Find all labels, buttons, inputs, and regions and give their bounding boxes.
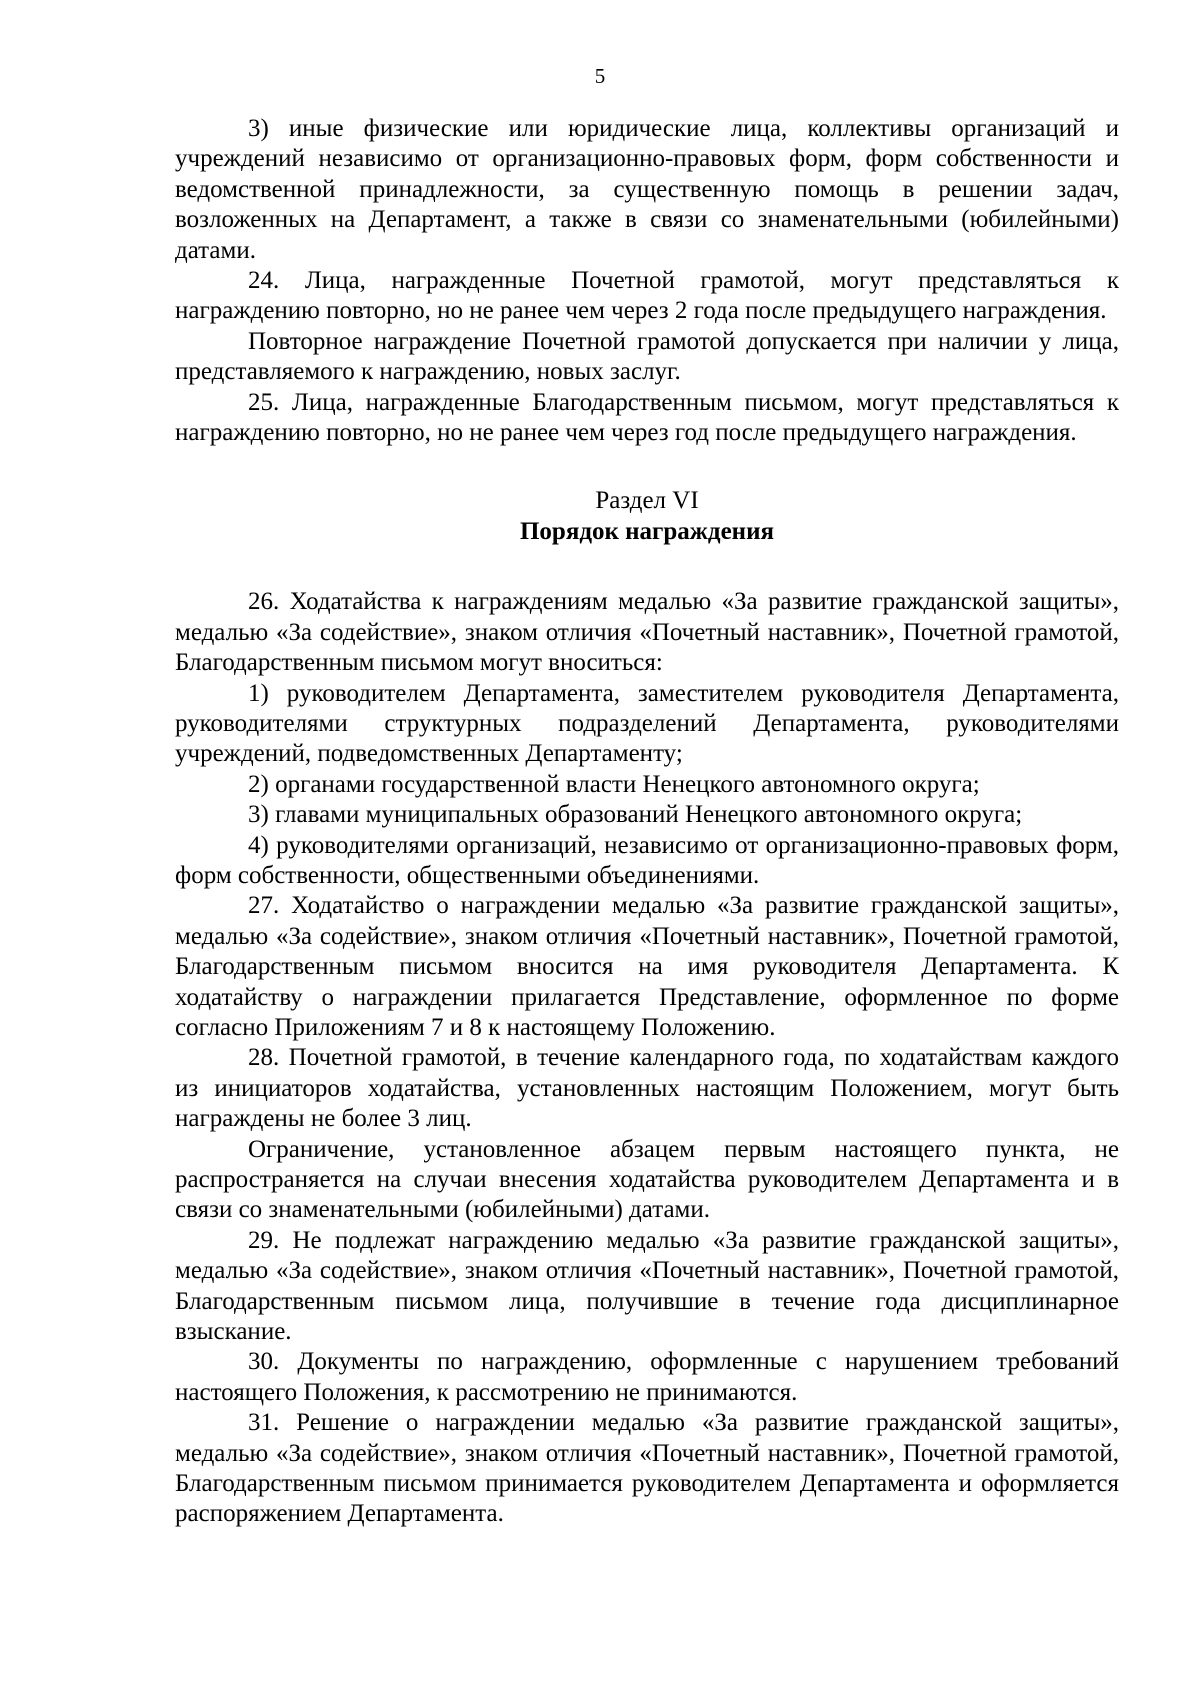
section-title: Порядок награждения <box>519 517 775 545</box>
paragraph-28-limitation: Ограничение, установленное абзацем первым настоящего пункта, не распространяется на случаи внесения ходатайства руководителем Департамента и в связи со знаменательными (юбилейными) датами. <box>175 1135 1119 1224</box>
paragraph-28: 28. Почетной грамотой, в течение календарного года, по ходатайствам каждого из инициаторов ходатайства, установленных настоящим Положением, могут быть награждены не более 3 лиц. <box>175 1044 1119 1133</box>
section-spacer <box>175 547 1119 587</box>
page-number: 5 <box>594 64 606 88</box>
paragraph-24: 24. Лица, награжденные Почетной грамотой, могут представляться к награждению повторно, но не ранее чем через 2 года после предыдущего награждения. <box>175 267 1119 325</box>
paragraph-25: 25. Лица, награжденные Благодарственным письмом, могут представляться к награждению повторно, но не ранее чем через год после предыдущего награждения. <box>175 388 1119 447</box>
paragraph-26-item-1: 1) руководителем Департамента, заместителем руководителя Департамента, руководителями структурных подразделений Департамента, руководителями учреждений, подведомственных Департаменту; <box>175 679 1119 768</box>
paragraph-26: 26. Ходатайства к награждениям медалью «За развитие гражданской защиты», медалью «За содействие», знаком отличия «Почетный наставник», Почетной грамотой, Благодарственным письмом могут вноситься: <box>175 588 1119 677</box>
paragraph-3-other-persons: 3) иные физические или юридические лица, коллективы организаций и учреждений независимо от организационно-правовых форм, форм собственности и ведомственной принадлежности, за существенную помощь в решении задач, возложенных на Департамент, а также в связи со знаменательными (юбилейными) датами. <box>175 115 1119 264</box>
paragraph-24-repeat: Повторное награждение Почетной грамотой допускается при наличии у лица, представляемого к награждению, новых заслуг. <box>175 327 1119 386</box>
paragraph-26-item-3: 3) главами муниципальных образований Ненецкого автономного округа; <box>248 801 1023 829</box>
paragraph-31: 31. Решение о награждении медалью «За развитие гражданской защиты», медалью «За содействие», знаком отличия «Почетный наставник», Почетной грамотой, Благодарственным письмом принимается руководителем Департамента и оформляется распоряжением Департамента. <box>175 1409 1119 1528</box>
document-body <box>175 114 1119 1530</box>
paragraph-26-item-4: 4) руководителями организаций, независимо от организационно-правовых форм, форм собственности, общественными объединениями. <box>175 831 1119 889</box>
paragraph-30: 30. Документы по награждению, оформленные с нарушением требований настоящего Положения, к рассмотрению не принимаются. <box>175 1348 1119 1406</box>
paragraph-27: 27. Ходатайство о награждении медалью «За развитие гражданской защиты», медалью «За содействие», знаком отличия «Почетный наставник», Почетной грамотой, Благодарственным письмом вносится на имя руководителя Департамента. К ходатайству о награждении прилагается Представление, оформленное по форме согласно Приложениям 7 и 8 к настоящему Положению. <box>175 892 1119 1041</box>
section-label: Раздел VI <box>595 487 699 515</box>
paragraph-26-item-2: 2) органами государственной власти Ненецкого автономного округа; <box>248 770 980 798</box>
paragraph-29: 29. Не подлежат награждению медалью «За развитие гражданской защиты», медалью «За содействие», знаком отличия «Почетный наставник», Почетной грамотой, Благодарственным письмом лица, получившие в течение года дисциплинарное взыскание. <box>175 1226 1119 1346</box>
